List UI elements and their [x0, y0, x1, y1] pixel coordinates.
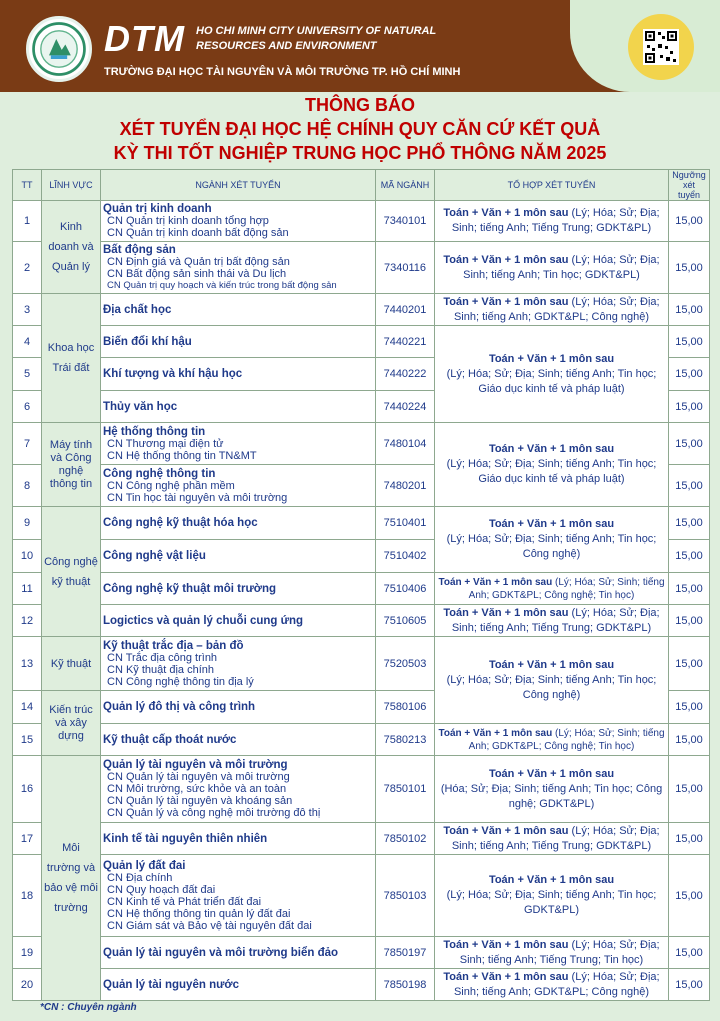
specialization: CN Địa chính [107, 871, 173, 884]
major-name: Quản lý tài nguyên nước [103, 978, 239, 991]
combo-subjects: (Lý; Hóa; Sử; Địa; Sinh; tiếng Anh; Tin học; Công nghệ) [446, 673, 657, 701]
table-row [13, 242, 710, 294]
major-name: Quản lý tài nguyên và môi trường biển đảo [103, 946, 339, 959]
table-row [13, 823, 710, 855]
header-nganh: NGÀNH XÉT TUYỂN [101, 170, 376, 201]
row-number: 10 [13, 540, 42, 573]
major-code: 7850198 [376, 969, 435, 1001]
english-name: HO CHI MINH CITY UNIVERSITY OF NATURAL RESOURCES AND ENVIRONMENT [196, 25, 436, 52]
threshold: 15,00 [669, 756, 710, 823]
footnote: *CN : Chuyên ngành [40, 1002, 137, 1013]
specialization: CN Môi trường, sức khỏe và an toàn [107, 783, 287, 795]
major-name: Kinh tế tài nguyên thiên nhiên [103, 832, 268, 845]
major-cell [101, 605, 376, 637]
combo-subjects: (Lý; Hóa; Sử; Địa; Sinh; tiếng Anh; Tiếng Trung; GDKT&PL) [451, 606, 660, 634]
major-code: 7510402 [376, 540, 435, 573]
major-code: 7440222 [376, 358, 435, 391]
row-number: 19 [13, 937, 42, 969]
major-code: 7510401 [376, 507, 435, 540]
field-cell: Kinh doanh và Quản lý [42, 201, 101, 294]
major-cell [101, 573, 376, 605]
specialization: CN Công nghệ phần mềm [107, 479, 235, 492]
major-cell [101, 507, 376, 540]
combo-cell [435, 823, 669, 855]
combo-subjects: (Lý; Hóa; Sử; Địa; Sinh; tiếng Anh; Tin học; GDKT&PL) [446, 889, 657, 916]
major-cell [101, 242, 376, 294]
major-code: 7850103 [376, 855, 435, 937]
threshold: 15,00 [669, 201, 710, 242]
major-code: 7440224 [376, 391, 435, 423]
major-code: 7440201 [376, 294, 435, 326]
threshold: 15,00 [669, 507, 710, 540]
field-cell: Môi trường và bảo vệ môi trường [42, 756, 101, 1001]
major-code: 7850102 [376, 823, 435, 855]
table-row [13, 724, 710, 756]
combo-cell [435, 507, 669, 573]
header-nguong: Ngưỡng xét tuyển [669, 170, 710, 201]
vietnamese-name: TRƯỜNG ĐẠI HỌC TÀI NGUYÊN VÀ MÔI TRƯỜNG TP. HỒ CHÍ MINH [104, 66, 461, 78]
combo-cell [435, 573, 669, 605]
row-number: 16 [13, 756, 42, 823]
major-cell [101, 637, 376, 691]
field-cell: Kỹ thuật [42, 637, 101, 691]
combo-main: Toán + Văn + 1 môn sau [443, 253, 569, 266]
specialization: CN Định giá và Quản trị bất động sản [107, 255, 290, 268]
major-name: Công nghệ kỹ thuật hóa học [103, 517, 258, 529]
major-name: Kỹ thuật trắc địa – bản đồ [103, 639, 244, 652]
combo-cell [435, 326, 669, 423]
combo-main: Toán + Văn + 1 môn sau [488, 352, 615, 365]
table-row [13, 969, 710, 1001]
major-code: 7440221 [376, 326, 435, 358]
threshold: 15,00 [669, 242, 710, 294]
combo-cell [435, 242, 669, 294]
combo-subjects: (Lý; Hóa; Sử; Sinh; tiếng Anh; GDKT&PL; Công nghệ; Tin học) [468, 576, 665, 601]
title-line-2: XÉT TUYỂN ĐẠI HỌC HỆ CHÍNH QUY CĂN CỨ KẾT QUẢ [119, 119, 601, 139]
major-cell [101, 823, 376, 855]
brand-logo-text: DTM [104, 18, 185, 59]
table-row [13, 294, 710, 326]
field-cell: Kiến trúc và xây dựng [42, 691, 101, 756]
major-cell [101, 540, 376, 573]
row-number: 5 [13, 358, 42, 391]
combo-main: Toán + Văn + 1 môn sau [443, 606, 569, 619]
combo-main: Toán + Văn + 1 môn sau [488, 443, 615, 455]
row-number: 18 [13, 855, 42, 937]
table-row [13, 756, 710, 823]
major-cell [101, 756, 376, 823]
combo-main: Toán + Văn + 1 môn sau [443, 295, 569, 308]
major-name: Địa chất học [103, 303, 172, 316]
combo-cell [435, 637, 669, 724]
major-code: 7480201 [376, 465, 435, 507]
specialization: CN Quản trị kinh doanh bất động sản [107, 227, 289, 239]
university-logo [26, 16, 92, 82]
specialization: CN Quản trị kinh doanh tổng hợp [107, 215, 269, 227]
major-name: Bất động sản [103, 243, 176, 256]
table-row [13, 637, 710, 691]
major-name: Khí tượng và khí hậu học [103, 368, 243, 380]
major-name: Biến đổi khí hậu [103, 335, 192, 348]
combo-cell [435, 855, 669, 937]
major-cell [101, 691, 376, 724]
row-number: 7 [13, 423, 42, 465]
major-name: Kỹ thuật cấp thoát nước [103, 733, 237, 746]
combo-cell [435, 724, 669, 756]
combo-subjects: (Lý; Hóa; Sử; Địa; Sinh; tiếng Anh; Tin học; Giáo dục kinh tế và pháp luật) [446, 458, 657, 485]
threshold: 15,00 [669, 573, 710, 605]
specialization: CN Kinh tế và Phát triển đất đai [107, 895, 262, 908]
specialization: CN Giám sát và Bảo vệ tài nguyên đất đai [107, 919, 312, 932]
specialization: CN Quản lý tài nguyên và khoáng sản [107, 795, 293, 807]
major-code: 7850197 [376, 937, 435, 969]
threshold: 15,00 [669, 855, 710, 937]
combo-subjects: (Lý; Hóa; Sử; Địa; Sinh; tiếng Anh; Tin học; Giáo dục kinh tế và pháp luật) [446, 367, 657, 395]
table-row [13, 855, 710, 937]
major-name: Logictics và quản lý chuỗi cung ứng [103, 614, 304, 627]
row-number: 3 [13, 294, 42, 326]
table-row [13, 937, 710, 969]
threshold: 15,00 [669, 823, 710, 855]
specialization: CN Công nghệ thông tin địa lý [107, 675, 254, 688]
specialization: CN Quản trị quy hoạch và kiến trúc trong bất động sản [107, 279, 337, 291]
row-number: 6 [13, 391, 42, 423]
specialization: CN Bất động sản sinh thái và Du lịch [107, 267, 287, 280]
row-number: 17 [13, 823, 42, 855]
title-line-1: THÔNG BÁO [305, 95, 415, 115]
header-banner [0, 0, 720, 92]
threshold: 15,00 [669, 358, 710, 391]
combo-cell [435, 423, 669, 507]
major-code: 7580213 [376, 724, 435, 756]
major-cell [101, 358, 376, 391]
table-row [13, 326, 710, 358]
row-number: 4 [13, 326, 42, 358]
combo-subjects: (Hóa; Sử; Địa; Sinh; tiếng Anh; Tin học; Công nghệ; GDKT&PL) [440, 782, 663, 810]
row-number: 1 [13, 201, 42, 242]
combo-main: Toán + Văn + 1 môn sau [438, 727, 553, 739]
major-code: 7850101 [376, 756, 435, 823]
major-cell [101, 855, 376, 937]
threshold: 15,00 [669, 637, 710, 691]
field-cell: Máy tính và Công nghệ thông tin [42, 423, 101, 507]
specialization: CN Quản lý và công nghệ môi trường đô thị [107, 807, 321, 819]
row-number: 2 [13, 242, 42, 294]
specialization: CN Quy hoạch đất đai [107, 883, 216, 896]
threshold: 15,00 [669, 724, 710, 756]
major-code: 7510605 [376, 605, 435, 637]
threshold: 15,00 [669, 605, 710, 637]
major-cell [101, 201, 376, 242]
combo-cell [435, 605, 669, 637]
major-code: 7510406 [376, 573, 435, 605]
header-tt: TT [13, 170, 42, 201]
major-code: 7480104 [376, 423, 435, 465]
major-cell [101, 294, 376, 326]
major-cell [101, 423, 376, 465]
major-cell [101, 391, 376, 423]
threshold: 15,00 [669, 423, 710, 465]
combo-subjects: (Lý; Hóa; Sử; Địa; Sinh; tiếng Anh; GDKT&PL; Công nghệ) [453, 970, 660, 998]
combo-main: Toán + Văn + 1 môn sau [443, 824, 569, 837]
specialization: CN Quản lý tài nguyên và môi trường [107, 771, 290, 783]
header-linh-vuc: LĨNH VỰC [42, 170, 101, 201]
combo-subjects: (Lý; Hóa; Sử; Địa; Sinh; tiếng Anh; GDKT&PL; Công nghệ) [453, 295, 660, 323]
major-name: Công nghệ thông tin [103, 467, 216, 480]
specialization: CN Kỹ thuật địa chính [107, 663, 215, 676]
combo-subjects: (Lý; Hóa; Sử; Sinh; tiếng Anh; GDKT&PL; Công nghệ; Tin học) [468, 727, 665, 752]
threshold: 15,00 [669, 969, 710, 1001]
major-cell [101, 969, 376, 1001]
row-number: 14 [13, 691, 42, 724]
row-number: 20 [13, 969, 42, 1001]
table-row [13, 201, 710, 242]
title-line-3: KỲ THI TỐT NGHIỆP TRUNG HỌC PHỔ THÔNG NĂM 2025 [113, 143, 607, 163]
combo-main: Toán + Văn + 1 môn sau [443, 938, 569, 951]
combo-main: Toán + Văn + 1 môn sau [438, 576, 553, 588]
major-code: 7340101 [376, 201, 435, 242]
specialization: CN Tin học tài nguyên và môi trường [107, 491, 288, 504]
combo-main: Toán + Văn + 1 môn sau [488, 658, 615, 671]
major-cell [101, 326, 376, 358]
combo-cell [435, 294, 669, 326]
combo-main: Toán + Văn + 1 môn sau [488, 767, 615, 780]
specialization: CN Trắc địa công trình [107, 651, 218, 664]
row-number: 9 [13, 507, 42, 540]
major-name: Hệ thống thông tin [103, 425, 206, 438]
threshold: 15,00 [669, 326, 710, 358]
combo-main: Toán + Văn + 1 môn sau [488, 874, 615, 886]
row-number: 11 [13, 573, 42, 605]
major-name: Công nghệ kỹ thuật môi trường [103, 582, 277, 595]
seal-qr-logo [628, 14, 694, 80]
table-row [13, 605, 710, 637]
combo-subjects: (Lý; Hóa; Sử; Địa; Sinh; tiếng Anh; Tin học; Công nghệ) [446, 533, 657, 560]
threshold: 15,00 [669, 691, 710, 724]
combo-cell [435, 756, 669, 823]
table-row [13, 423, 710, 465]
major-name: Quản trị kinh doanh [103, 203, 212, 215]
row-number: 13 [13, 637, 42, 691]
combo-cell [435, 937, 669, 969]
specialization: CN Hệ thống thông tin TN&MT [107, 449, 257, 462]
row-number: 15 [13, 724, 42, 756]
major-name: Thủy văn học [103, 400, 178, 413]
combo-main: Toán + Văn + 1 môn sau [488, 518, 615, 530]
major-code: 7520503 [376, 637, 435, 691]
combo-cell [435, 969, 669, 1001]
combo-subjects: (Lý; Hóa; Sử; Địa; Sinh; tiếng Anh; Tin học; GDKT&PL) [463, 253, 660, 281]
threshold: 15,00 [669, 294, 710, 326]
specialization: CN Thương mại điện tử [107, 437, 224, 450]
major-name: Quản lý đô thị và công trình [103, 701, 256, 713]
header-to-hop: TỔ HỢP XÉT TUYỂN [435, 170, 669, 201]
threshold: 15,00 [669, 391, 710, 423]
admission-table [12, 169, 710, 1001]
combo-subjects: (Lý; Hóa; Sử; Địa; Sinh; tiếng Anh; Tiếng Trung; Tin học) [459, 938, 660, 966]
field-cell: Khoa học Trái đất [42, 294, 101, 423]
row-number: 8 [13, 465, 42, 507]
row-number: 12 [13, 605, 42, 637]
major-code: 7340116 [376, 242, 435, 294]
major-name: Quản lý đất đai [103, 859, 186, 872]
major-cell [101, 724, 376, 756]
threshold: 15,00 [669, 540, 710, 573]
table-row [13, 507, 710, 540]
combo-subjects: (Lý; Hóa; Sử; Địa; Sinh; tiếng Anh; Tiếng Trung; GDKT&PL) [451, 207, 660, 234]
major-code: 7580106 [376, 691, 435, 724]
specialization: CN Hệ thống thông tin quản lý đất đai [107, 907, 291, 920]
major-name: Công nghệ vật liệu [103, 550, 206, 562]
table-row [13, 573, 710, 605]
combo-cell [435, 201, 669, 242]
field-cell: Công nghệ kỹ thuật [42, 507, 101, 637]
threshold: 15,00 [669, 937, 710, 969]
combo-main: Toán + Văn + 1 môn sau [443, 970, 569, 983]
combo-main: Toán + Văn + 1 môn sau [443, 207, 569, 219]
major-cell [101, 937, 376, 969]
header-ma-nganh: MÃ NGÀNH [376, 170, 435, 201]
threshold: 15,00 [669, 465, 710, 507]
announcement-title [0, 93, 720, 165]
table-header-row [13, 170, 710, 201]
combo-subjects: (Lý; Hóa; Sử; Địa; Sinh; tiếng Anh; Tiếng Trung; GDKT&PL) [451, 824, 660, 852]
major-cell [101, 465, 376, 507]
major-name: Quản lý tài nguyên và môi trường [103, 759, 288, 771]
